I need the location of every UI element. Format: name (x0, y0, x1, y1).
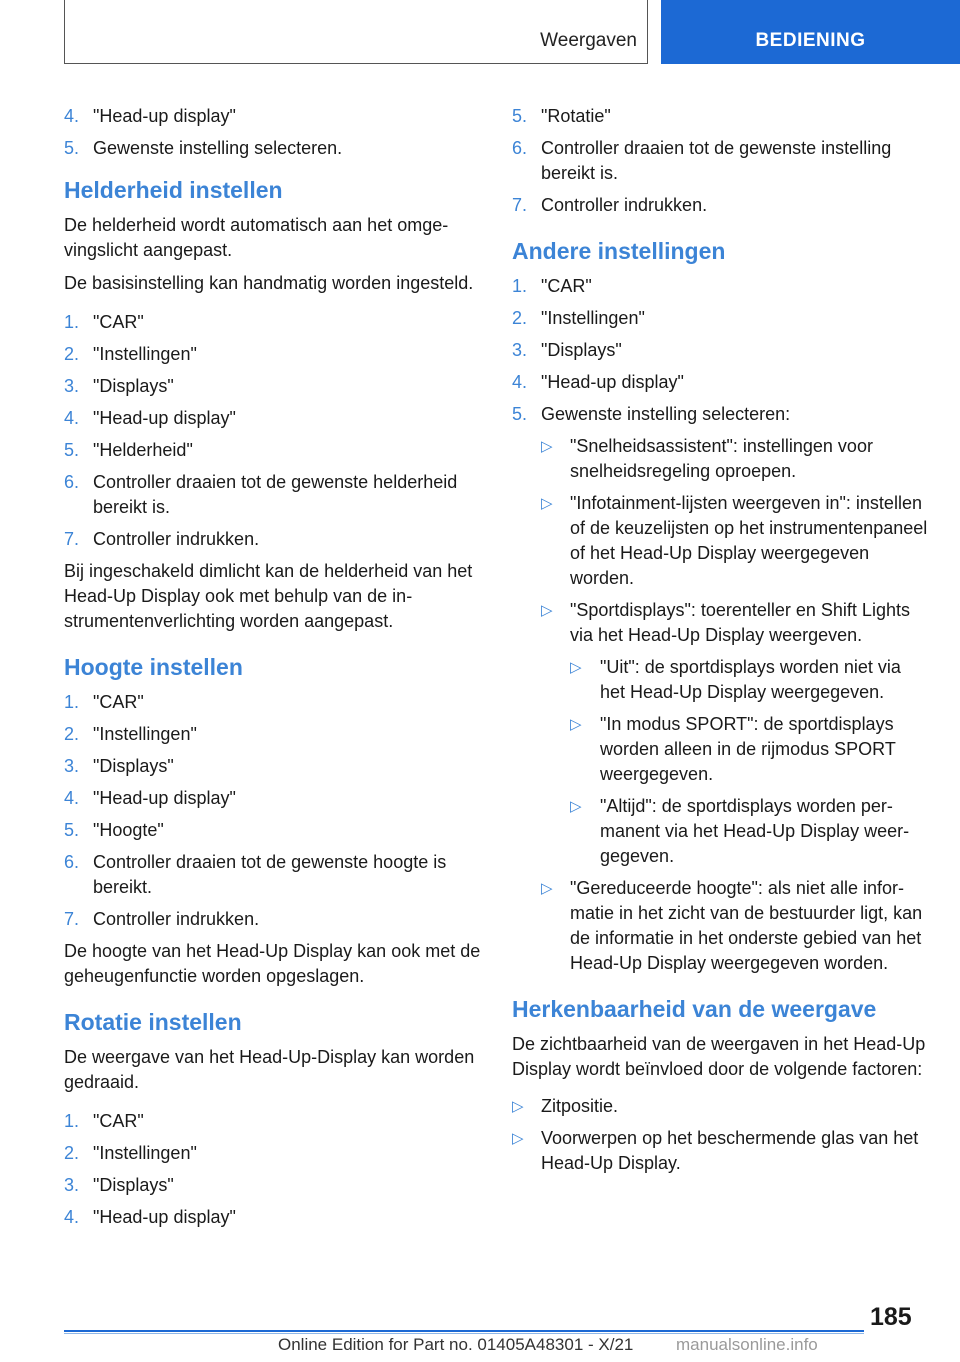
bullet-item: ▷ "Snelheidsassistent": instellingen voor snelheidsregeling oproepen. (541, 436, 873, 481)
list-item: 7. Controller indrukken. (512, 195, 708, 215)
list-item: 6. Controller draaien tot de gewenste helderheid bereikt is. (64, 472, 458, 517)
heading-other-settings: Andere instellingen (512, 238, 726, 264)
section-title: Weergaven (540, 30, 637, 51)
triangle-bullet-icon: ▷ (541, 438, 553, 455)
list-item: 5. "Helderheid" (64, 440, 193, 460)
bullet-item: ▷ "Gereduceerde hoogte": als niet alle informatie in het zicht van de bestuurder ligt, kan de informatie in het onderste gebied van het Head-Up Display weergegeven worden. (541, 878, 923, 973)
list-item: 5. Gewenste instelling selecteren: (512, 404, 791, 424)
list-item: 2. "Instellingen" (64, 1143, 197, 1163)
triangle-bullet-icon: ▷ (541, 880, 553, 897)
bullet-item: ▷ Voorwerpen op het beschermende glas van het Head-Up Display. (512, 1128, 919, 1173)
footer-edition: Online Edition for Part no. 01405A48301 - X/21 (278, 1335, 634, 1354)
paragraph: De basisinstelling kan handmatig worden ingesteld. (64, 273, 474, 293)
list-item: 4. "Head-up display" (64, 1207, 236, 1227)
list-item: 1. "CAR" (64, 692, 144, 712)
footer-divider-thin (64, 1333, 864, 1334)
triangle-bullet-icon: ▷ (541, 602, 553, 619)
triangle-bullet-icon: ▷ (541, 495, 553, 512)
list-item: 3. "Displays" (64, 1175, 174, 1195)
list-item: 5. "Rotatie" (512, 106, 611, 126)
list-item: 4. "Head-up display" (64, 106, 236, 126)
chapter-tab: BEDIENING (661, 0, 960, 64)
watermark-text[interactable]: manualsonline.info (676, 1335, 818, 1354)
list-item: 6. Controller draaien tot de gewenste hoogte is bereikt. (64, 852, 447, 897)
list-item: 3. "Displays" (64, 376, 174, 396)
list-item: 3. "Displays" (64, 756, 174, 776)
bullet-item: ▷ Zitpositie. (512, 1094, 928, 1119)
list-item: 1. "CAR" (64, 1111, 144, 1131)
paragraph: De hoogte van het Head-Up Display kan ook met de geheugenfunctie worden opgeslagen. (64, 941, 481, 986)
list-item: 7. Controller indrukken. (64, 909, 260, 929)
bullet-item: ▷ "Sportdisplays": toerenteller en Shift Lights via het Head-Up Display weergeven. (541, 600, 910, 645)
triangle-bullet-icon: ▷ (512, 1098, 524, 1115)
header-section-box (64, 0, 648, 64)
heading-visibility: Herkenbaarheid van de weergave (512, 996, 877, 1022)
list-item: 2. "Instellingen" (64, 344, 197, 364)
heading-height: Hoogte instellen (64, 654, 243, 680)
triangle-bullet-icon: ▷ (512, 1130, 524, 1147)
triangle-bullet-icon: ▷ (570, 798, 582, 815)
triangle-bullet-icon: ▷ (570, 659, 582, 676)
list-item: 4. "Head-up display" (64, 788, 236, 808)
paragraph: De zichtbaarheid van de weergaven in het Head-Up Display wordt beïnvloed door de volgende factoren: (512, 1034, 926, 1079)
bullet-item: ▷ "Infotainment-lijsten weergeven in": instellen of de keuzelijsten op het instrumentenpaneel of het Head-Up Display weergegeven worden. (541, 493, 928, 588)
list-item: 2. "Instellingen" (512, 308, 645, 328)
list-item: 4. "Head-up display" (512, 372, 684, 392)
list-item: 7. Controller indrukken. (64, 529, 260, 549)
heading-rotation: Rotatie instellen (64, 1009, 242, 1035)
list-item: 2. "Instellingen" (64, 724, 197, 744)
list-item: 6. Controller draaien tot de gewenste instelling bereikt is. (512, 138, 892, 183)
footer-divider (64, 1330, 864, 1332)
list-item: 5. Gewenste instelling selecteren. (64, 138, 343, 158)
paragraph: Bij ingeschakeld dimlicht kan de helderheid van het Head-Up Display ook met behulp van de instrumentenverlichting worden aangepast. (64, 561, 473, 631)
paragraph: De helderheid wordt automatisch aan het omgevingslicht aangepast. (64, 215, 449, 260)
list-item: 3. "Displays" (512, 340, 622, 360)
page-number: 185 (870, 1303, 912, 1331)
heading-brightness: Helderheid instellen (64, 177, 283, 203)
sub-bullet-item: ▷ "In modus SPORT": de sportdisplays worden alleen in de rijmodus SPORT weergegeven. (570, 714, 896, 784)
list-item: 4. "Head-up display" (64, 408, 236, 428)
list-item: 5. "Hoogte" (64, 820, 164, 840)
sub-bullet-item: ▷ "Altijd": de sportdisplays worden permanent via het Head-Up Display weergegeven. (570, 796, 910, 866)
list-item: 1. "CAR" (64, 312, 144, 332)
left-column (64, 104, 482, 1237)
paragraph: De weergave van het Head-Up-Display kan worden gedraaid. (64, 1047, 475, 1092)
sub-bullet-item: ▷ "Uit": de sportdisplays worden niet via het Head-Up Display weergegeven. (570, 657, 901, 702)
right-column (512, 104, 928, 1183)
list-item: 1. "CAR" (512, 276, 592, 296)
triangle-bullet-icon: ▷ (570, 716, 582, 733)
